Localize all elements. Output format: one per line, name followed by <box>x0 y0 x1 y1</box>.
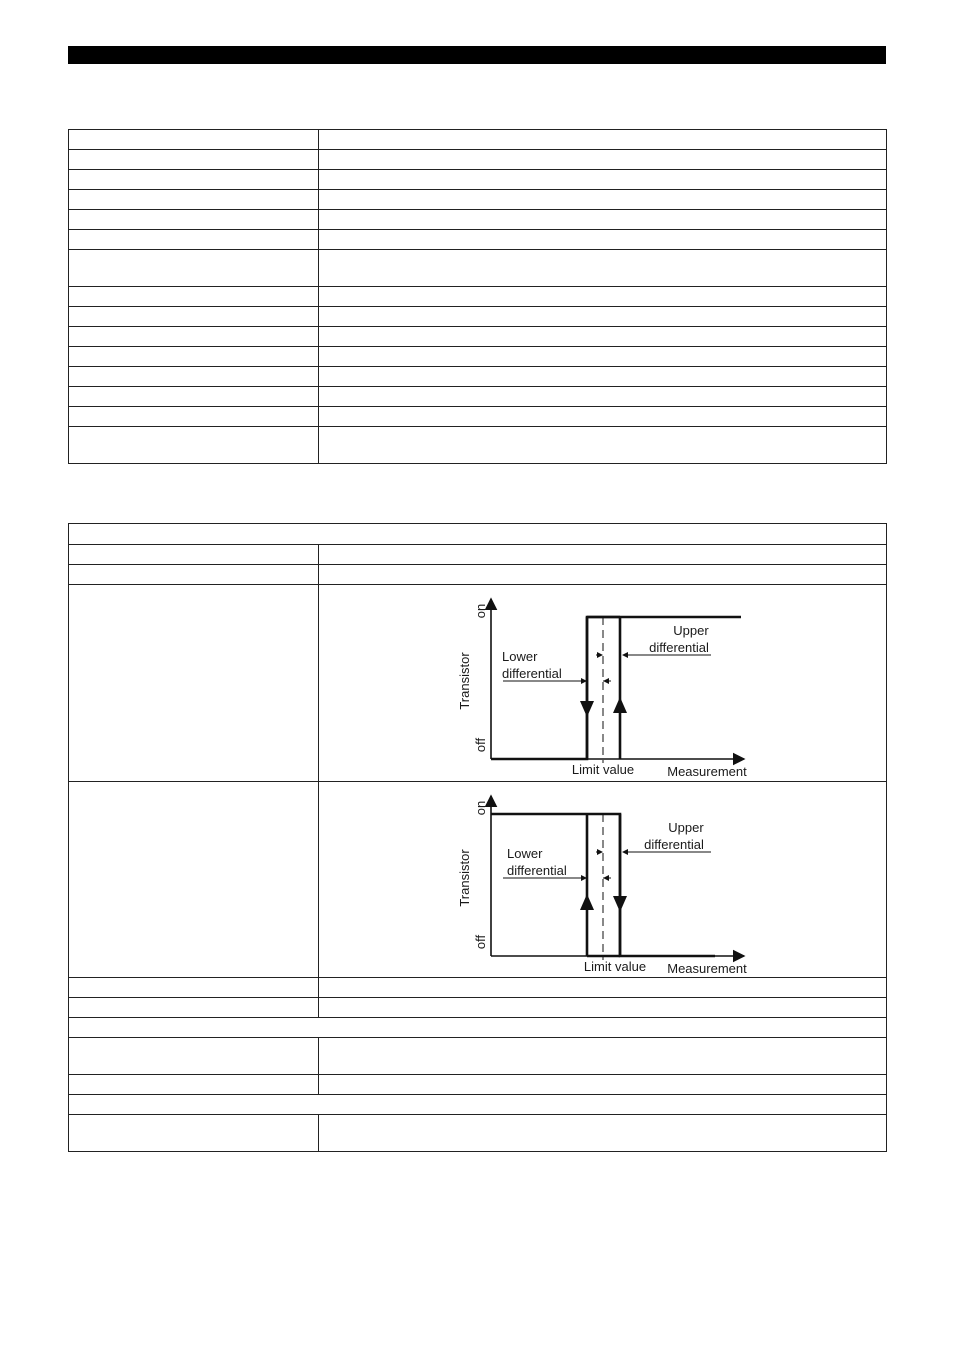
row-value-cell <box>319 387 887 407</box>
y-top-label: on <box>473 800 488 816</box>
figure-cell <box>319 782 887 978</box>
upper-diff-arrowhead <box>622 652 628 658</box>
row-value-cell <box>319 1115 887 1152</box>
row-value-cell <box>319 545 887 565</box>
row-label-cell <box>69 1075 319 1095</box>
table-row <box>69 327 887 347</box>
row-label-cell <box>69 1038 319 1075</box>
limit-value-label: Limit value <box>571 762 635 777</box>
row-value-cell <box>319 130 887 150</box>
table-row <box>69 250 887 287</box>
row-label-cell <box>69 565 319 585</box>
upper-label-1: Upper <box>668 820 704 835</box>
table-row <box>69 170 887 190</box>
row-label-cell <box>69 130 319 150</box>
row-label-cell <box>69 367 319 387</box>
hysteresis-diagram-normally-on <box>319 782 887 978</box>
figure-row <box>69 585 887 782</box>
table-row <box>69 1075 887 1095</box>
section-header-cell <box>69 524 887 545</box>
limit-value-label: Limit value <box>583 959 647 974</box>
row-value-cell <box>319 210 887 230</box>
x-axis-label: Measurement <box>667 961 747 976</box>
figure-container <box>319 782 886 977</box>
direction-arrow-upper <box>613 697 627 713</box>
y-bottom-label: off <box>473 737 488 753</box>
header-bar <box>68 46 886 64</box>
table-row <box>69 190 887 210</box>
direction-arrow-lower <box>580 894 594 910</box>
row-label-cell <box>69 387 319 407</box>
spec-table-2 <box>68 523 887 1152</box>
row-value-cell <box>319 367 887 387</box>
upper-label-2: differential <box>644 837 704 852</box>
table-row <box>69 367 887 387</box>
row-value-cell <box>319 170 887 190</box>
table-row <box>69 210 887 230</box>
table-row <box>69 565 887 585</box>
section-header-row <box>69 1095 887 1115</box>
lower-label-1: Lower <box>507 846 543 861</box>
lower-label-2: differential <box>502 666 562 681</box>
section-header-cell <box>69 1018 887 1038</box>
row-value-cell <box>319 230 887 250</box>
row-label-cell <box>69 307 319 327</box>
row-value-cell <box>319 1075 887 1095</box>
row-value-cell <box>319 998 887 1018</box>
lower-diff-inner-arrowhead <box>603 875 609 881</box>
y-axis-label: Transistor <box>457 652 472 710</box>
y-axis-label: Transistor <box>457 849 472 907</box>
x-axis-label: Measurement <box>667 764 747 779</box>
spec-table-1 <box>68 129 887 464</box>
row-label-cell <box>69 190 319 210</box>
row-value-cell <box>319 978 887 998</box>
row-label-cell <box>69 407 319 427</box>
row-label-cell <box>69 287 319 307</box>
y-top-label: on <box>473 603 488 619</box>
row-label-cell <box>69 347 319 367</box>
direction-arrow-upper <box>613 896 627 912</box>
table-row <box>69 1115 887 1152</box>
row-label-cell <box>69 585 319 782</box>
row-label-cell <box>69 210 319 230</box>
row-label-cell <box>69 427 319 464</box>
section-header-cell <box>69 1095 887 1115</box>
row-value-cell <box>319 307 887 327</box>
figure-row <box>69 782 887 978</box>
row-label-cell <box>69 978 319 998</box>
table-row <box>69 427 887 464</box>
table-row <box>69 545 887 565</box>
table-row <box>69 347 887 367</box>
row-value-cell <box>319 150 887 170</box>
row-label-cell <box>69 250 319 287</box>
row-label-cell <box>69 782 319 978</box>
row-value-cell <box>319 565 887 585</box>
upper-label-1: Upper <box>673 623 709 638</box>
row-value-cell <box>319 190 887 210</box>
row-value-cell <box>319 327 887 347</box>
row-value-cell <box>319 427 887 464</box>
table-row <box>69 287 887 307</box>
section-header-row <box>69 524 887 545</box>
table-row <box>69 998 887 1018</box>
table-row <box>69 307 887 327</box>
table-row <box>69 1038 887 1075</box>
table-row <box>69 150 887 170</box>
row-label-cell <box>69 998 319 1018</box>
y-bottom-label: off <box>473 934 488 950</box>
row-label-cell <box>69 327 319 347</box>
table-row <box>69 387 887 407</box>
row-value-cell <box>319 287 887 307</box>
section-header-row <box>69 1018 887 1038</box>
table-row <box>69 130 887 150</box>
upper-diff-inner-arrowhead <box>597 849 603 855</box>
lower-diff-inner-arrowhead <box>603 678 609 684</box>
lower-label-1: Lower <box>502 649 538 664</box>
row-label-cell <box>69 170 319 190</box>
table-row <box>69 978 887 998</box>
row-value-cell <box>319 1038 887 1075</box>
table-row <box>69 230 887 250</box>
row-label-cell <box>69 545 319 565</box>
row-label-cell <box>69 150 319 170</box>
row-label-cell <box>69 1115 319 1152</box>
upper-diff-arrowhead <box>622 849 628 855</box>
figure-container <box>319 585 886 781</box>
row-value-cell <box>319 407 887 427</box>
row-value-cell <box>319 250 887 287</box>
upper-diff-inner-arrowhead <box>597 652 603 658</box>
lower-label-2: differential <box>507 863 567 878</box>
table-row <box>69 407 887 427</box>
row-label-cell <box>69 230 319 250</box>
switching-curve <box>491 617 741 759</box>
upper-label-2: differential <box>649 640 709 655</box>
hysteresis-diagram-normally-off <box>319 585 887 781</box>
row-value-cell <box>319 347 887 367</box>
direction-arrow-lower <box>580 701 594 717</box>
figure-cell <box>319 585 887 782</box>
